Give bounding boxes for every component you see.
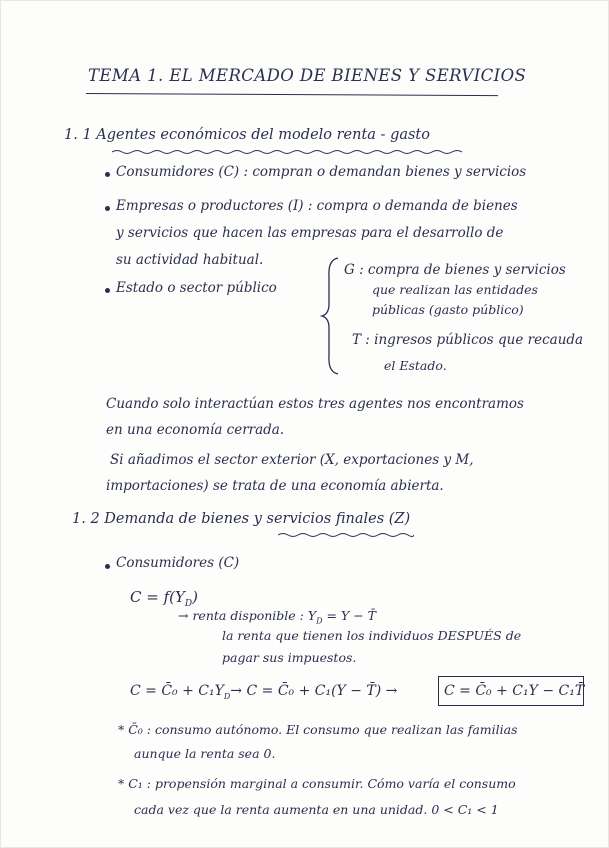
renta-label: → renta disponible : Y — [178, 608, 317, 623]
heading-underline-wavy — [278, 532, 414, 538]
formula-c-sub: D — [184, 599, 193, 609]
formula-c-main: C = f(Y — [130, 588, 185, 606]
text-abierta-line2: importaciones) se trata de una economía abierta. — [106, 478, 444, 494]
text-cerrada-line2: en una economía cerrada. — [106, 422, 285, 438]
heading-underline-wavy — [112, 149, 462, 155]
eq1-sub: D — [223, 691, 231, 701]
equation-consumo — [130, 684, 397, 701]
text-c1-line1: * C₁ : propensión marginal a consumir. Cómo varía el consumo — [118, 776, 516, 791]
bullet-dot — [105, 172, 110, 177]
section-heading-1-2: 1. 2 Demanda de bienes y servicios finales (Z) — [72, 511, 411, 527]
text-empresas-line2: y servicios que hacen las empresas para el desarrollo de — [116, 225, 504, 241]
title-underline — [86, 93, 498, 96]
text-renta-desc2: pagar sus impuestos. — [222, 650, 357, 665]
eq2: → C = C̄₀ + C₁(Y − T̄) → — [230, 683, 398, 699]
text-consumidores-c: Consumidores (C) — [116, 555, 240, 571]
text-c1-line2: cada vez que la renta aumenta en una unidad. 0 < C₁ < 1 — [134, 802, 499, 817]
renta-sub: D — [316, 616, 323, 626]
bullet-dot — [105, 564, 110, 569]
text-renta-desc1: la renta que tienen los individuos DESPUÉS de — [222, 628, 522, 643]
text-g-line2: que realizan las entidades — [372, 282, 538, 297]
formula-c-end: ) — [192, 588, 198, 606]
boxed-equation: C = C̄₀ + C₁Y − C₁T̄ — [444, 683, 585, 699]
formula-c — [130, 590, 198, 609]
text-abierta-line1: Si añadimos el sector exterior (X, exportaciones y M, — [110, 452, 474, 468]
renta-eq: = Y − T̄ — [322, 608, 376, 623]
page-title: TEMA 1. EL MERCADO DE BIENES Y SERVICIOS — [88, 66, 527, 85]
text-g-line1: G : compra de bienes y servicios — [344, 262, 566, 278]
text-t-line2: el Estado. — [384, 358, 447, 373]
bullet-dot — [105, 288, 110, 293]
text-t-line1: T : ingresos públicos que recauda — [352, 332, 584, 348]
text-consumidores: Consumidores (C) : compran o demandan bienes y servicios — [116, 164, 527, 180]
eq1: C = C̄₀ + C₁Y — [130, 683, 224, 699]
text-empresas-line1: Empresas o productores (I) : compra o demanda de bienes — [116, 198, 518, 214]
text-c0-line2: aunque la renta sea 0. — [134, 746, 276, 761]
formula-renta — [178, 610, 376, 626]
text-estado: Estado o sector público — [116, 280, 277, 296]
text-cerrada-line1: Cuando solo interactúan estos tres agentes nos encontramos — [106, 396, 524, 412]
bullet-dot — [105, 206, 110, 211]
curly-brace — [320, 256, 342, 376]
section-heading-1-1: 1. 1 Agentes económicos del modelo renta - gasto — [64, 127, 430, 143]
text-g-line3: públicas (gasto público) — [372, 302, 524, 317]
text-c0-line1: * C̄₀ : consumo autónomo. El consumo que realizan las familias — [118, 722, 518, 737]
text-empresas-line3: su actividad habitual. — [116, 252, 264, 268]
